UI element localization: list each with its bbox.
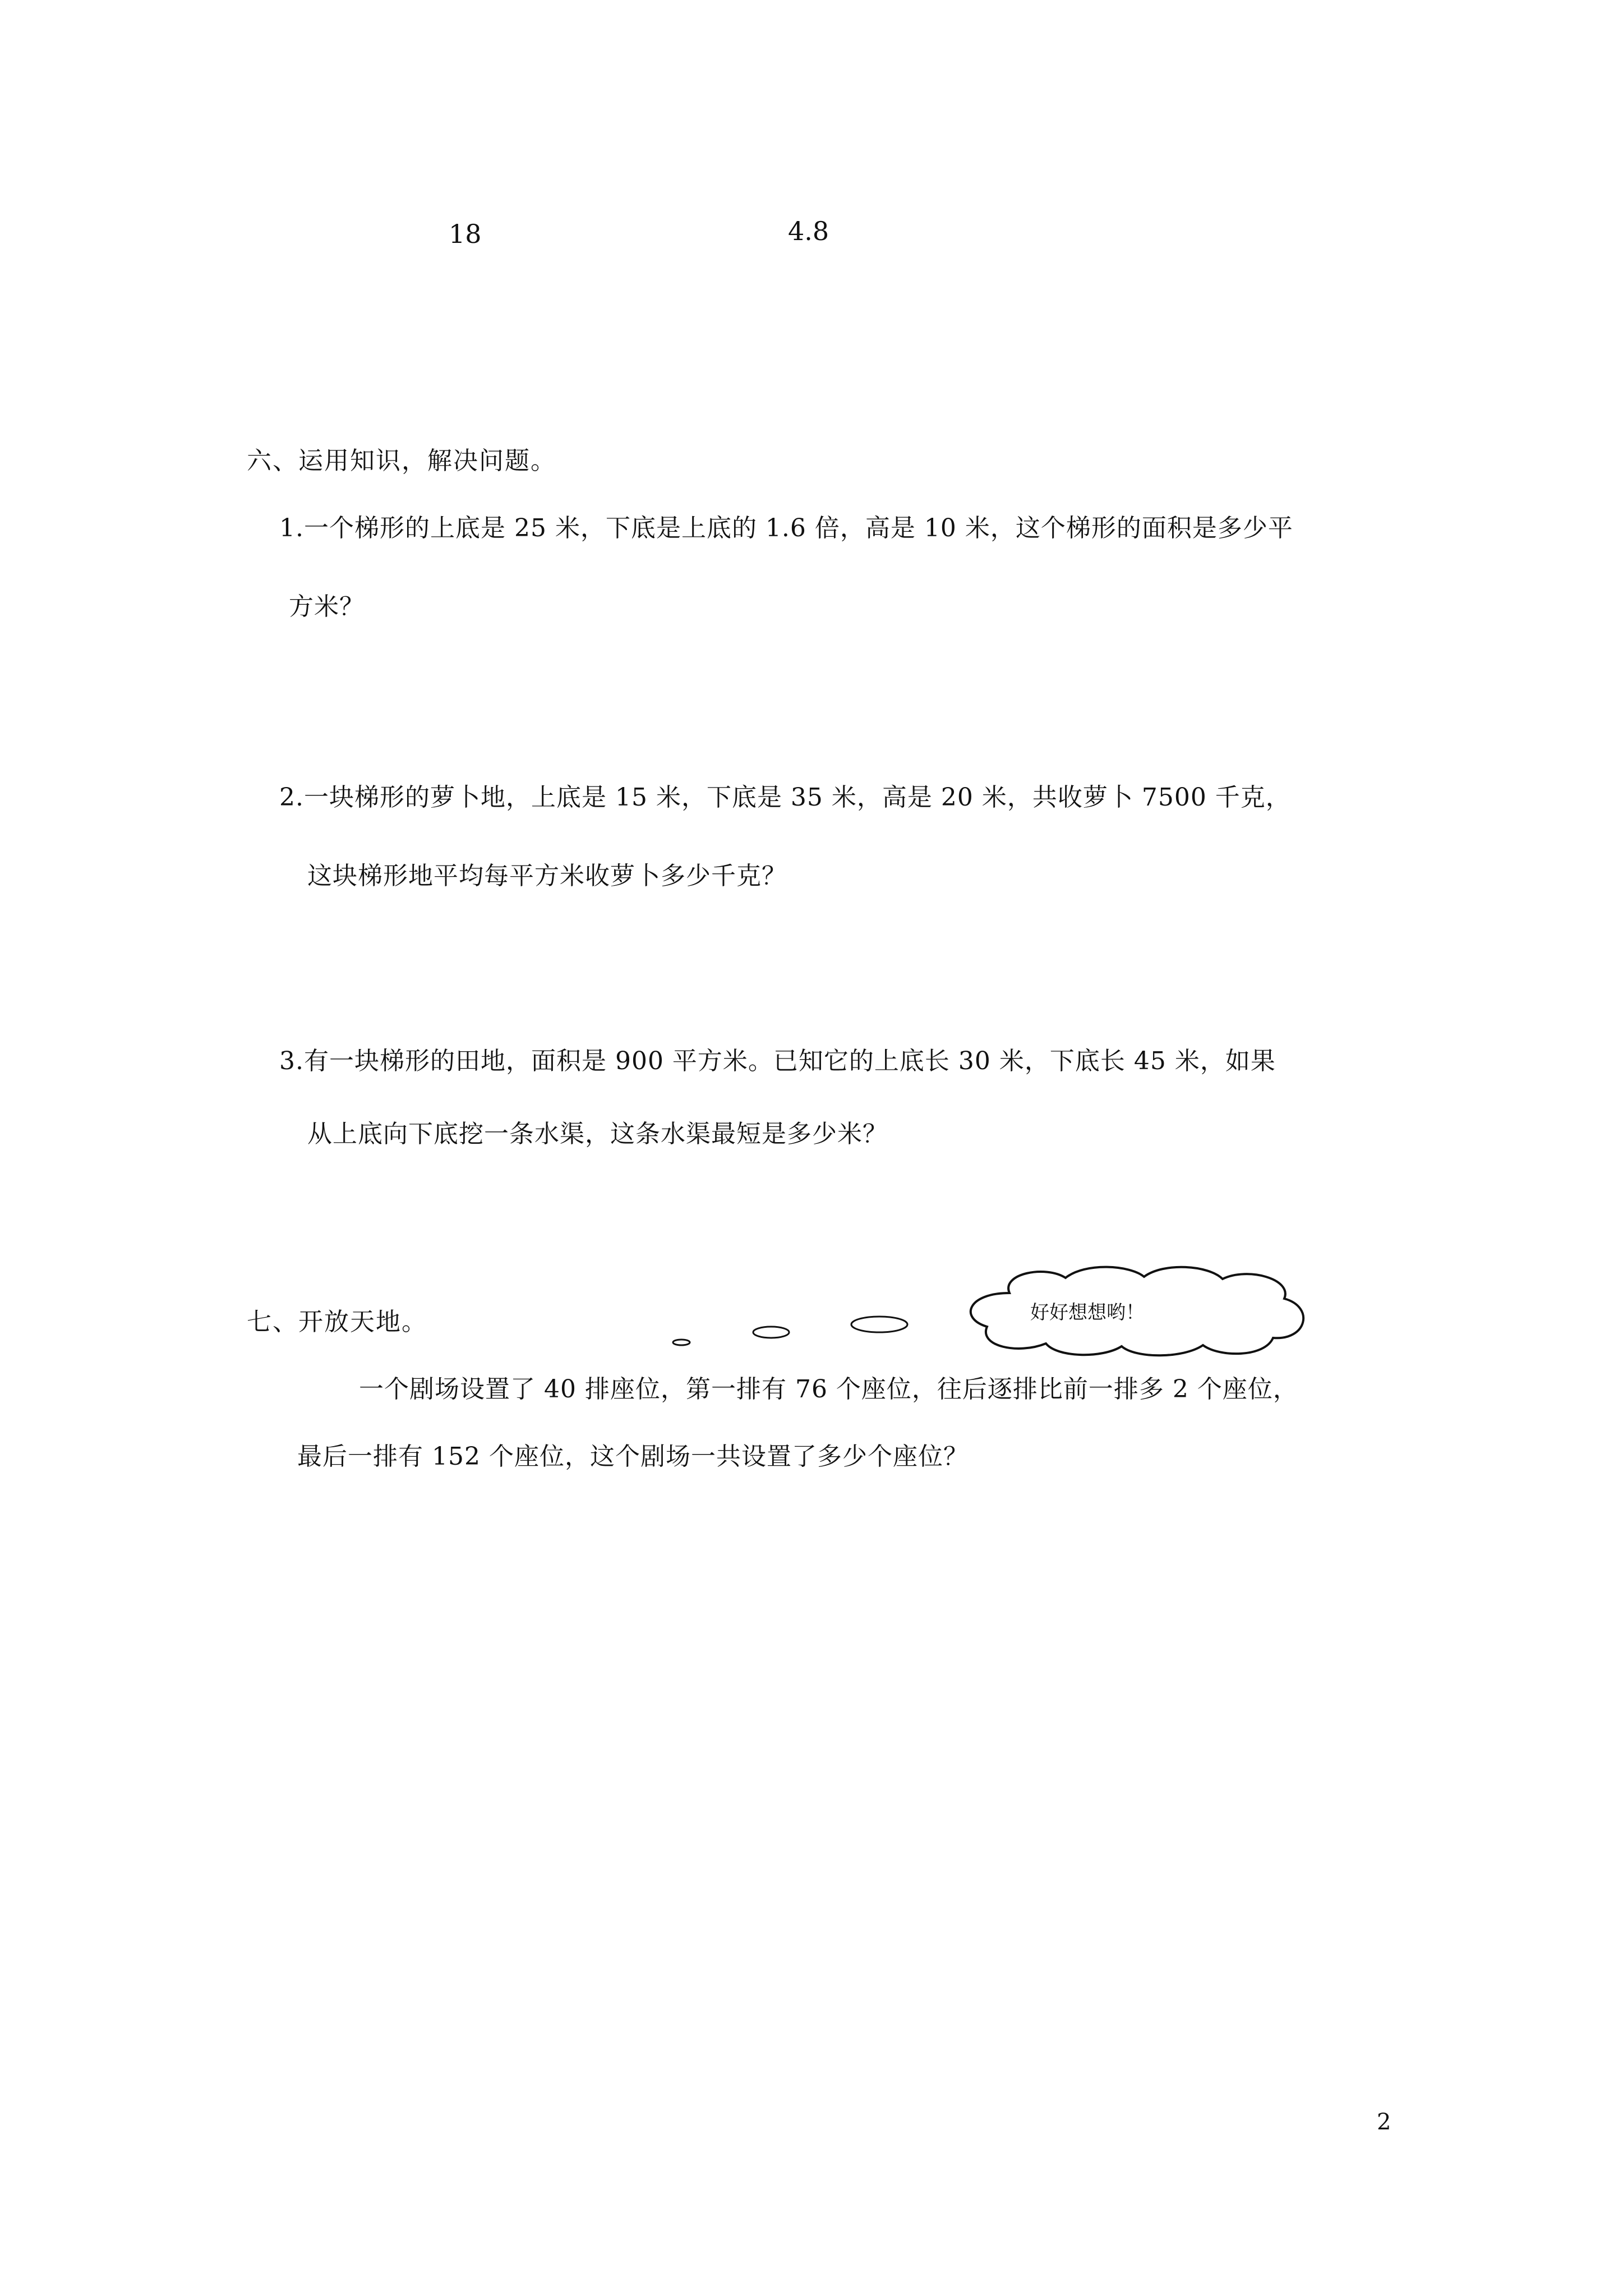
question-2-line-2: 这块梯形地平均每平方米收萝卜多少千克？ [307,862,787,890]
question-2-line-1: 2.一块梯形的萝卜地，上底是 15 米，下底是 35 米，高是 20 米，共收萝卜 7500 千克， [279,783,1291,812]
thought-bubble-trail [667,1313,920,1363]
figure-label-right: 4.8 [788,216,829,246]
section-seven-heading: 七、开放天地。 [247,1308,427,1336]
page-number: 2 [1377,2109,1391,2135]
thought-dot-small [673,1340,690,1345]
thought-dot-medium [753,1327,789,1338]
thought-dot-large [851,1317,907,1332]
figure-label-left: 18 [449,219,482,249]
question-1-line-2: 方米？ [289,592,365,621]
open-problem-line-2: 最后一排有 152 个座位，这个剧场一共设置了多少个座位？ [297,1442,969,1471]
section-six-heading: 六、运用知识，解决问题。 [247,447,556,475]
question-3-line-1: 3.有一块梯形的田地，面积是 900 平方米。已知它的上底长 30 米，下底长 45 米，如果 [279,1047,1276,1075]
thought-bubble-text: 好好想想哟！ [1030,1301,1145,1324]
question-3-line-2: 从上底向下底挖一条水渠，这条水渠最短是多少米？ [307,1120,888,1148]
open-problem-line-1: 一个剧场设置了 40 排座位，第一排有 76 个座位，往后逐排比前一排多 2 个座位， [359,1375,1298,1404]
question-1-line-1: 1.一个梯形的上底是 25 米，下底是上底的 1.6 倍，高是 10 米，这个梯形的面积是多少平 [279,514,1293,542]
